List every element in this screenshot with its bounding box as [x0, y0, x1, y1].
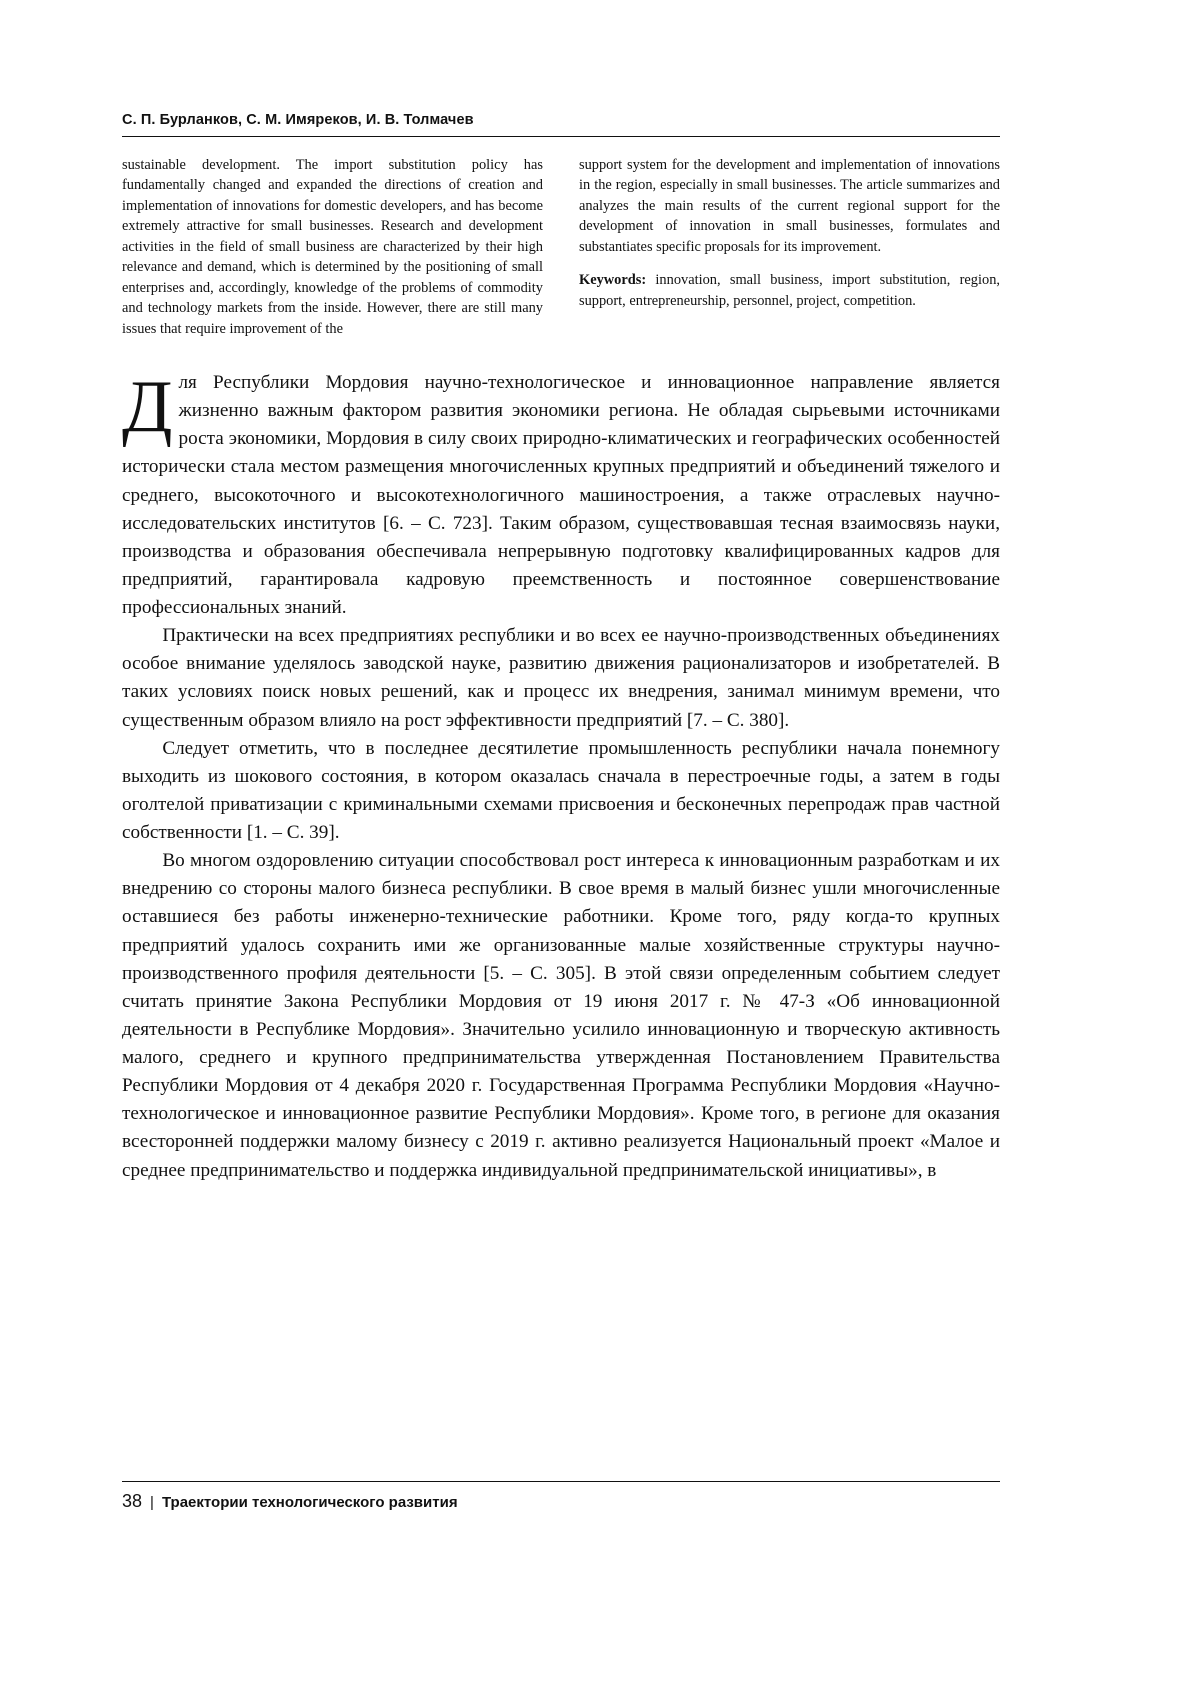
- footer-rule: [122, 1481, 1000, 1482]
- footer-line: [122, 1491, 1000, 1512]
- body-paragraph-3: Следует отметить, что в последнее десятилетие промышленность республики начала понемногу выходить из шокового состояния, в котором оказалась сначала в перестроечные годы, а затем в годы оголтелой приватизации с криминальными схемами присвоения и бесконечных перепродаж прав частной собственности [1. – С. 39].: [122, 737, 1000, 844]
- body-paragraph-1-text: ля Республики Мордовия научно-технологическое и инновационное направление является жизненно важным фактором развития экономики региона. Не обладая сырьевыми источниками роста экономики, Мордовия в силу своих природно-климатических и географических особенностей исторически стала местом размещения многочисленных крупных предприятий и объединений тяжелого и среднего, высокоточного и высокотехнологичного машиностроения, а также отраслевых научно-исследовательских институтов [6. – С. 723]. Таким образом, существовавшая тесная взаимосвязь науки, производства и образования обеспечивала непрерывную подготовку квалифицированных кадров для предприятий, гарантировала кадровую преемственность и постоянное совершенствование профессиональных знаний.: [122, 372, 1000, 619]
- page-number: 38: [122, 1491, 143, 1511]
- article-body: [122, 366, 1000, 1185]
- footer-section-title: Траектории технологического развития: [161, 1494, 458, 1511]
- body-paragraph-4: Во многом оздоровлению ситуации способствовал рост интереса к инновационным разработкам и их внедрению со стороны малого бизнеса республики. В свое время в малый бизнес ушли многочисленные оставшиеся без работы инженерно-технические работники. Кроме того, ряду когда-то крупных предприятий удалось сохранить ими же организованные малые хозяйственные структуры научно-производственного профиля деятельности [5. – С. 305]. В этой связи определенным событием следует считать принятие Закона Республики Мордовия от 19 июня 2017 г. № 47-З «Об инновационной деятельности в Республике Мордовия». Значительно усилило инновационную и творческую активность малого, среднего и крупного предпринимательства утвержденная Постановлением Правительства Республики Мордовия от 4 декабря 2020 г. Государственная Программа Республики Мордовия «Научно-технологическое и инновационное развитие Республики Мордовия». Кроме того, в регионе для оказания всесторонней поддержки малому бизнесу с 2019 г. активно реализуется Национальный проект «Малое и среднее предпринимательство и поддержка индивидуальной предпринимательской инициативы», в: [122, 850, 1000, 1181]
- running-head: С. П. Бурланков, С. М. Имяреков, И. В. Толмачев: [122, 112, 474, 128]
- abstract-text-left: sustainable development. The import substitution policy has fundamentally changed and expanded the directions of creation and implementation of innovations for domestic developers, and has become extremely attractive for small businesses. Research and development activities in the field of small business are characterized by their high relevance and demand, which is determined by the positioning of small enterprises and, accordingly, knowledge of the problems of commodity and technology markets from the inside. However, there are still many issues that require improvement of the: [122, 157, 543, 337]
- page-content: [122, 112, 1000, 1185]
- body-paragraph-2: Практически на всех предприятиях республики и во всех ее научно-производственных объединениях особое внимание уделялось заводской науке, развитию движения рационализаторов и изобретателей. В таких условиях поиск новых решений, как и процесс их внедрения, занимал минимум времени, что существенным образом влияло на рост эффективности предприятий [7. – С. 380].: [122, 625, 1000, 731]
- abstract-left-column: [122, 155, 543, 339]
- drop-cap: Д: [122, 366, 173, 449]
- keywords-label: Keywords:: [579, 272, 647, 289]
- abstract-block: [122, 155, 1000, 339]
- abstract-right-column: [579, 155, 1000, 339]
- footer-separator: |: [150, 1494, 154, 1511]
- keywords-text: innovation, small business, import substitution, region, support, entrepreneurship, personnel, project, competition.: [579, 272, 1000, 309]
- abstract-text-right: support system for the development and implementation of innovations in the region, especially in small businesses. The article summarizes and analyzes the main results of the current regional support for the development of innovation in small businesses, formulates and substantiates specific proposals for its improvement.: [579, 157, 1000, 255]
- header-rule: [122, 136, 1000, 137]
- page-footer: [122, 1481, 1000, 1512]
- body-paragraph-1: [122, 366, 1000, 622]
- keywords-paragraph: [579, 270, 1000, 311]
